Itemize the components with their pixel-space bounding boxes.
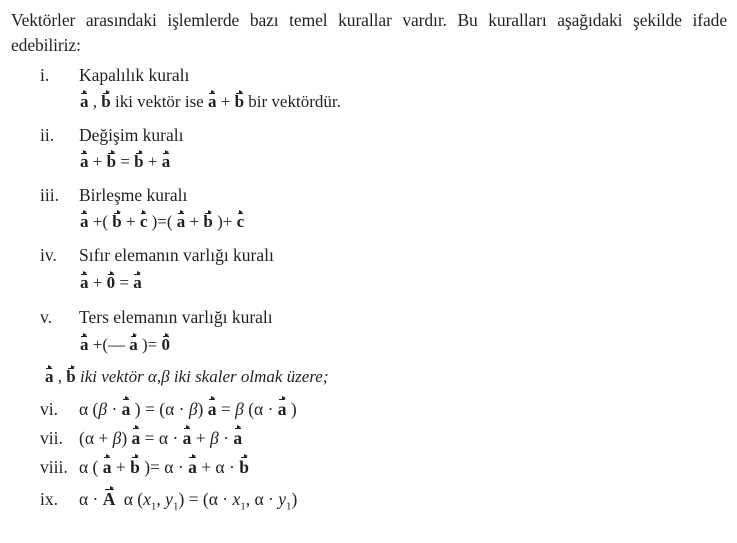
prop-formula: (α + β) a = α · a + β · a (79, 428, 243, 448)
rule-number: v. (40, 307, 52, 327)
rule-ii-formula: a + b = b + a (80, 152, 171, 171)
rule-iv-formula: a + 0 = a (80, 273, 142, 292)
rule-label: Ters elemanın varlığı kuralı (79, 307, 273, 327)
rule-label: Birleşme kuralı (79, 185, 188, 205)
intro-paragraph: Vektörler arasındaki işlemlerde bazı temel kurallar vardır. Bu kuralları aşağıdaki şekilde ifade edebiliriz: (11, 10, 727, 55)
rule-number: iv. (40, 245, 57, 265)
rule-number: iii. (40, 185, 59, 205)
prop-number: ix. (40, 489, 58, 509)
rule-label: Sıfır elemanın varlığı kuralı (79, 245, 274, 265)
prop-formula: α ( a + b )= α · a + α · b (79, 457, 249, 477)
rule-v-formula: a +(— a )= 0 (80, 335, 170, 354)
prop-number: vii. (40, 428, 63, 448)
rule-number: ii. (40, 125, 55, 145)
rule-label: Değişim kuralı (79, 125, 184, 145)
prop-formula: α (β · a ) = (α · β) a = β (α · a ) (79, 399, 297, 419)
prop-number: viii. (40, 457, 68, 477)
prop-formula: α · A α ($x_1$, $y_1) = (\alpha \cdot x_1$, $\alpha \cdot y_1$) (79, 489, 298, 513)
scalar-note: a , b iki vektör α,β iki skaler olmak üzere; (45, 367, 329, 386)
prop-number: vi. (40, 399, 58, 419)
rule-label: Kapalılık kuralı (79, 65, 190, 85)
rule-iii-formula: a +( b + c )=( a + b )+ c (80, 212, 245, 231)
rule-number: i. (40, 65, 50, 85)
rule-i-formula: a , b iki vektör ise a + b bir vektördür. (80, 92, 341, 111)
